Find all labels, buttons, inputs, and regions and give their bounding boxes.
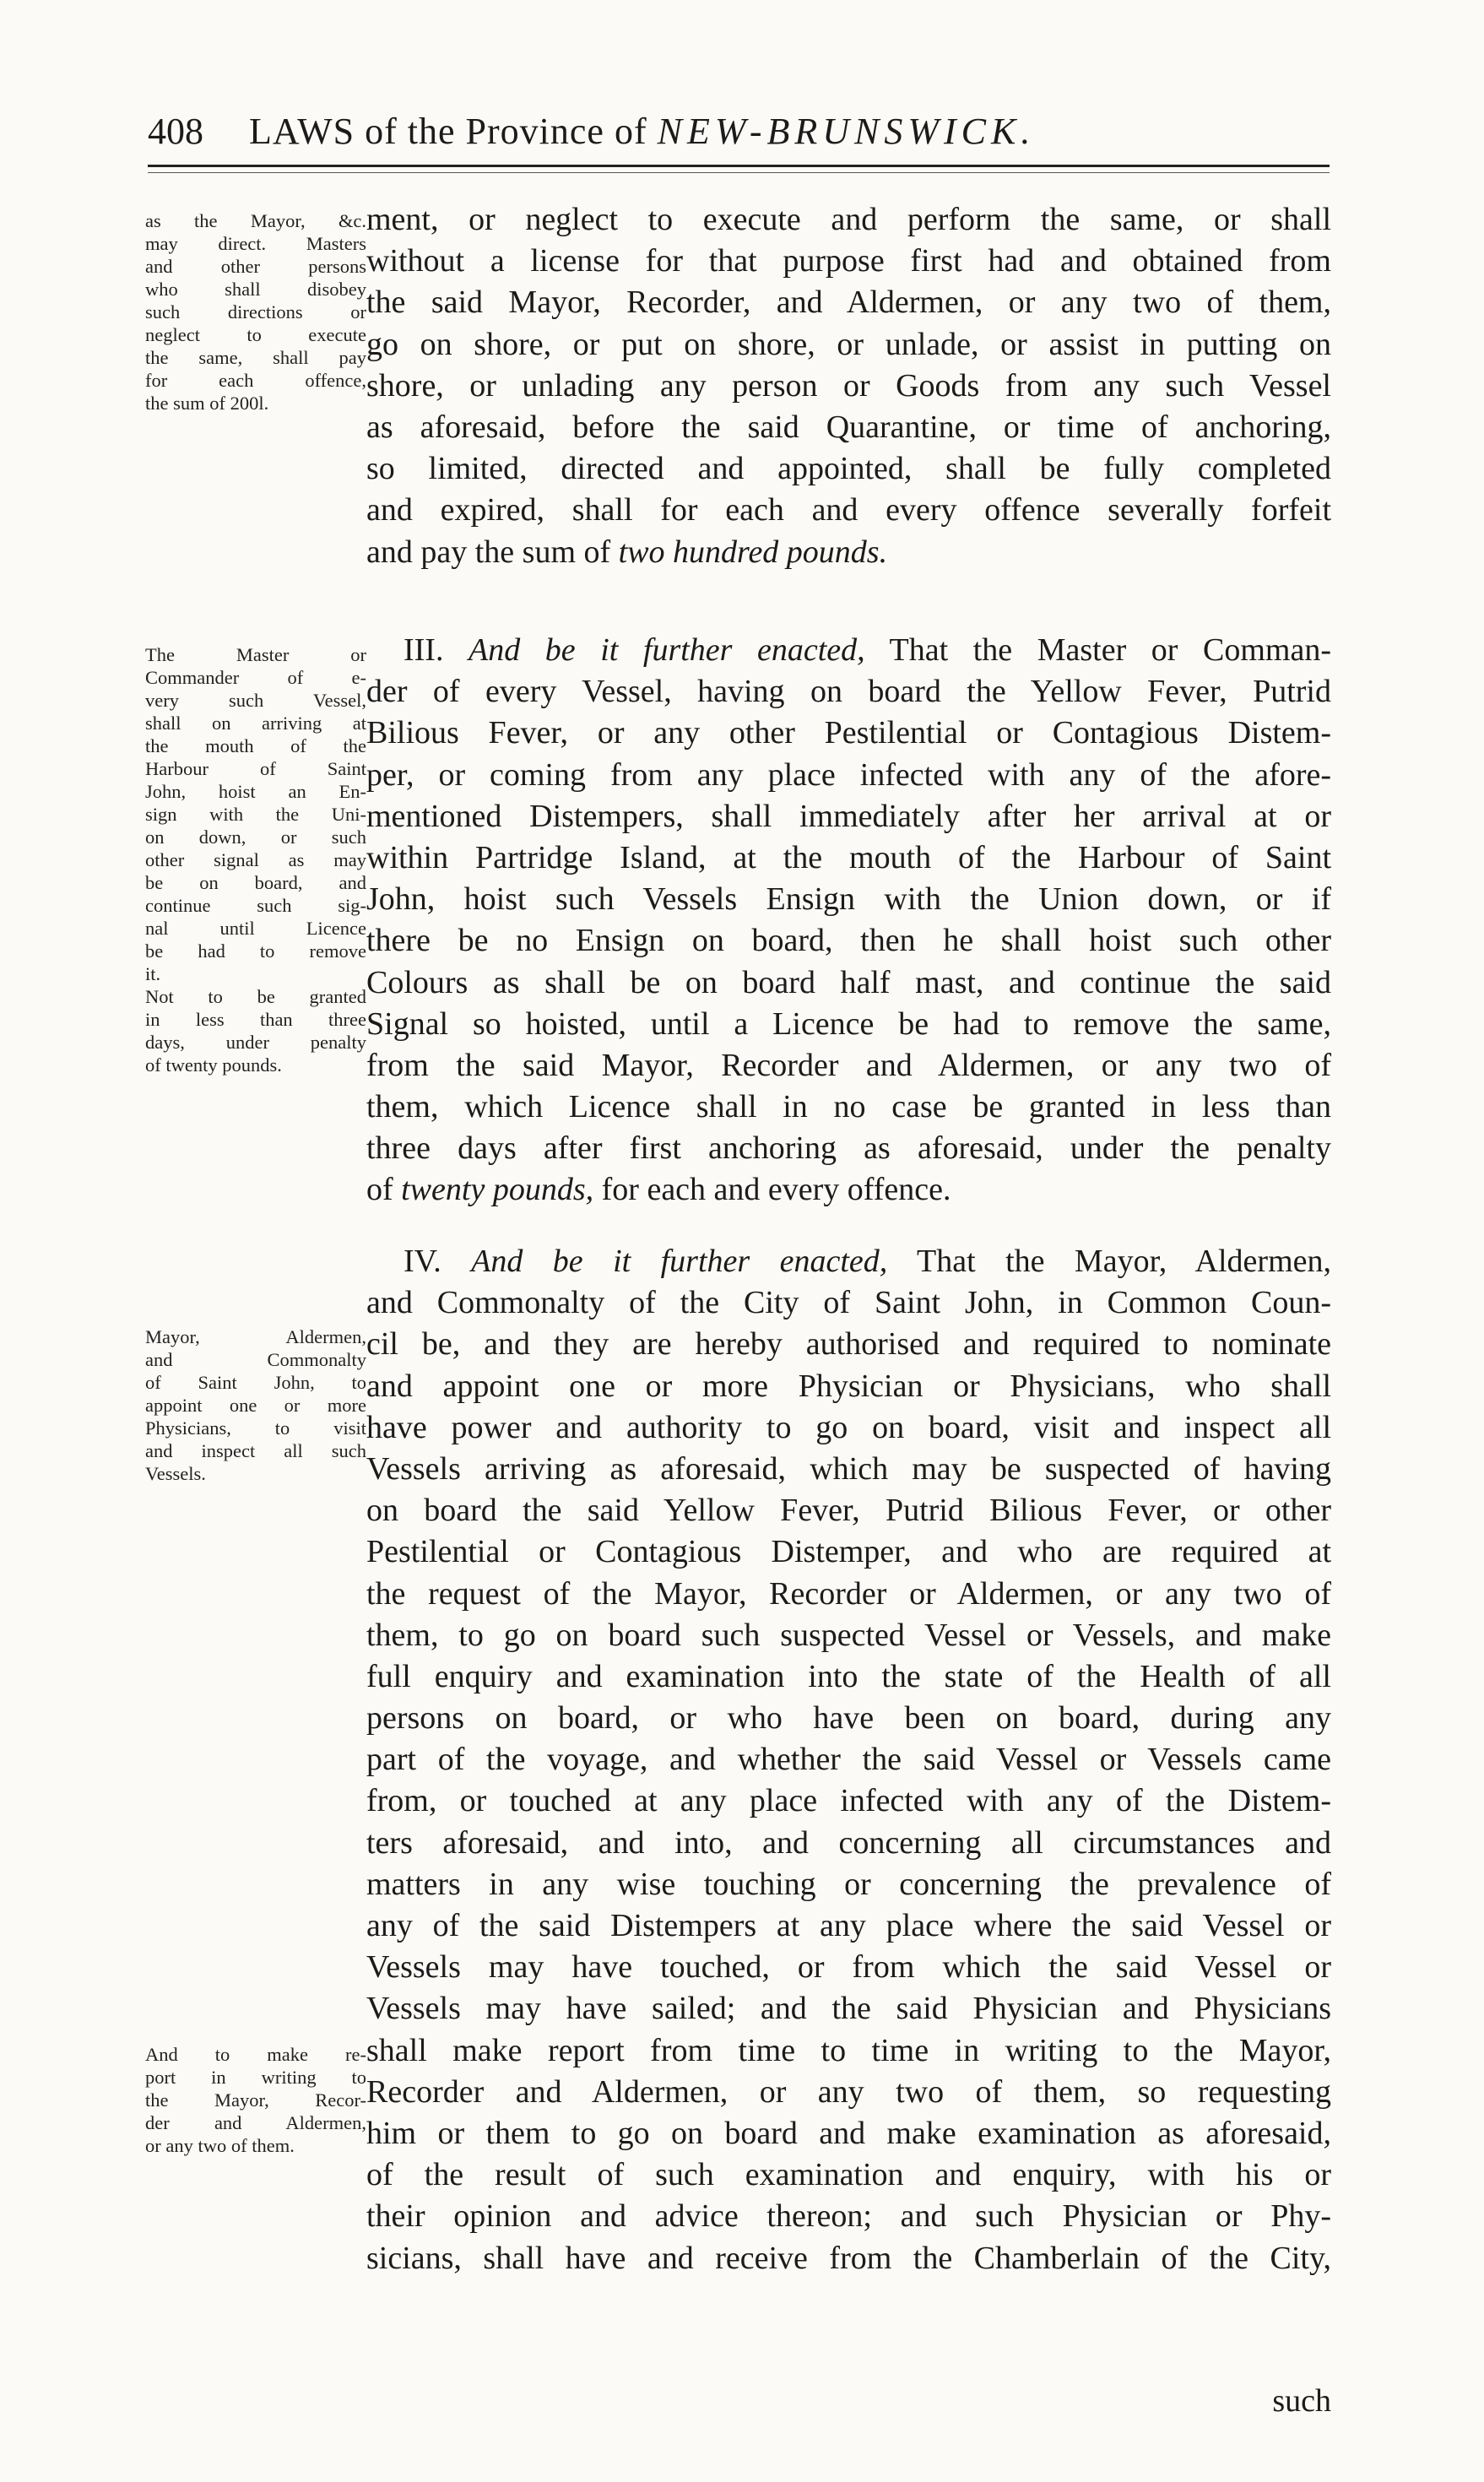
- margin-note-line: Physicians, to visit: [145, 1417, 366, 1439]
- margin-note-2: [145, 643, 366, 1076]
- text-line: part of the voyage, and whether the said Vessel or Vessels came: [366, 1742, 1331, 1778]
- margin-note-line: on down, or such: [145, 826, 366, 848]
- margin-note-line: may direct. Masters: [145, 233, 366, 254]
- margin-note-line: for each offence,: [145, 370, 366, 391]
- margin-note-line: port in writing to: [145, 2067, 366, 2088]
- text-line: go on shore, or put on shore, or unlade, or assist in putting on: [366, 326, 1331, 362]
- margin-note-line: John, hoist an En-: [145, 781, 366, 802]
- margin-note-line: Harbour of Saint: [145, 758, 366, 779]
- margin-note-line: the Mayor, Recor-: [145, 2089, 366, 2111]
- margin-note-line: Commander of e-: [145, 667, 366, 688]
- margin-note-line: the sum of 200l.: [145, 393, 269, 414]
- margin-note-line: Mayor, Aldermen,: [145, 1326, 366, 1347]
- text-line: Pestilential or Contagious Distemper, and who are required at: [366, 1534, 1331, 1570]
- margin-note-line: who shall disobey: [145, 279, 366, 300]
- margin-note-line: sign with the Uni-: [145, 804, 366, 825]
- text-line: der of every Vessel, having on board the Yellow Fever, Putrid: [366, 674, 1331, 710]
- text-span: for each and every offence.: [593, 1172, 951, 1208]
- enacting-clause: And be it further enacted,: [468, 632, 865, 668]
- margin-note-line: nal until Licence: [145, 918, 366, 939]
- margin-note-line: days, under penalty: [145, 1032, 366, 1053]
- margin-note-line: and other persons: [145, 256, 366, 277]
- text-line: cil be, and they are hereby authorised and required to nominate: [366, 1326, 1331, 1363]
- margin-note-line: of Saint John, to: [145, 1372, 366, 1393]
- text-line: their opinion and advice thereon; and such Physician or Phy-: [366, 2198, 1331, 2235]
- section-number: III.: [403, 632, 444, 668]
- text-line: any of the said Distempers at any place where the said Vessel or: [366, 1908, 1331, 1943]
- section-first-line: [366, 630, 1331, 671]
- enacting-clause: And be it further enacted,: [471, 1244, 888, 1279]
- text-line: as aforesaid, before the said Quarantine, or time of anchoring,: [366, 409, 1331, 445]
- margin-note-line: or any two of them.: [145, 2135, 295, 2156]
- text-span: That the Master or Comman-: [864, 632, 1331, 668]
- text-line: three days after first anchoring as aforesaid, under the penalty: [366, 1130, 1331, 1167]
- text-span: and pay the sum of: [366, 534, 619, 570]
- margin-note-line: other signal as may: [145, 849, 366, 870]
- page-number: 408: [148, 111, 203, 152]
- running-head-province: NEW-BRUNSWICK.: [657, 111, 1036, 152]
- text-line: and Commonalty of the City of Saint John, in Common Coun-: [366, 1285, 1331, 1321]
- text-line: on board the said Yellow Fever, Putrid Bilious Fever, or other: [366, 1493, 1331, 1529]
- header-rule: [148, 165, 1330, 173]
- catchword: such: [1272, 2383, 1331, 2419]
- text-line: the request of the Mayor, Recorder or Aldermen, or any two of: [366, 1575, 1331, 1612]
- text-line: full enquiry and examination into the state of the Health of all: [366, 1658, 1331, 1694]
- italic-amount: two hundred pounds.: [618, 534, 888, 570]
- text-line: per, or coming from any place infected with any of the afore-: [366, 756, 1331, 793]
- text-line: John, hoist such Vessels Ensign with the Union down, or if: [366, 881, 1331, 918]
- margin-note-line: Not to be granted: [145, 986, 366, 1007]
- margin-note-4: [145, 2043, 366, 2157]
- paragraph-continued: [366, 199, 1331, 573]
- section-number: IV.: [403, 1244, 441, 1279]
- margin-note-line: the same, shall pay: [145, 347, 366, 368]
- margin-note-line: of twenty pounds.: [145, 1054, 282, 1076]
- margin-note-line: der and Aldermen,: [145, 2112, 366, 2133]
- text-line: and expired, shall for each and every offence severally forfeit: [366, 492, 1331, 528]
- text-line: without a license for that purpose first had and obtained from: [366, 243, 1331, 279]
- text-line: persons on board, or who have been on board, during any: [366, 1700, 1331, 1737]
- text-line: Recorder and Aldermen, or any two of them, so requesting: [366, 2073, 1331, 2110]
- margin-note-line: shall on arriving at: [145, 713, 366, 734]
- running-head-prefix: LAWS of the Province of: [249, 111, 658, 152]
- text-line: Vessels may have touched, or from which the said Vessel or: [366, 1949, 1331, 1986]
- text-line: the said Mayor, Recorder, and Aldermen, or any two of them,: [366, 285, 1331, 321]
- margin-note-line: as the Mayor, &c.: [145, 210, 366, 231]
- text-line: mentioned Distempers, shall immediately after her arrival at or: [366, 798, 1331, 834]
- margin-note-3: [145, 1325, 366, 1485]
- margin-note-line: neglect to execute: [145, 324, 366, 345]
- text-line: from, or touched at any place infected with any of the Distem-: [366, 1783, 1331, 1819]
- text-line: shore, or unlading any person or Goods from any such Vessel: [366, 367, 1331, 404]
- margin-note-line: be had to remove: [145, 940, 366, 962]
- margin-note-line: it.: [145, 963, 161, 984]
- text-line: matters in any wise touching or concerning the prevalence of: [366, 1866, 1331, 1902]
- margin-note-line: and Commonalty: [145, 1349, 366, 1370]
- margin-note-line: in less than three: [145, 1009, 366, 1030]
- margin-note-line: such directions or: [145, 301, 366, 322]
- running-head: [249, 110, 1035, 153]
- margin-note-line: Vessels.: [145, 1463, 206, 1484]
- text-line: ment, or neglect to execute and perform the same, or shall: [366, 202, 1331, 237]
- text-line: him or them to go on board and make examination as aforesaid,: [366, 2115, 1331, 2151]
- text-line: sicians, shall have and receive from the Chamberlain of the City,: [366, 2240, 1331, 2276]
- text-line: and appoint one or more Physician or Physicians, who shall: [366, 1368, 1331, 1404]
- section-first-line: [366, 1241, 1331, 1282]
- section-iv: [366, 1241, 1331, 2279]
- section-iii: [366, 630, 1331, 1211]
- margin-note-line: continue such sig-: [145, 895, 366, 916]
- margin-note-line: very such Vessel,: [145, 690, 366, 711]
- text-line: there be no Ensign on board, then he shall hoist such other: [366, 923, 1331, 959]
- margin-note-line: be on board, and: [145, 872, 366, 893]
- margin-note-line: and inspect all such: [145, 1440, 366, 1461]
- text-line: shall make report from time to time in writing to the Mayor,: [366, 2032, 1331, 2068]
- text-span: That the Mayor, Aldermen,: [887, 1244, 1331, 1279]
- text-line: Bilious Fever, or any other Pestilential or Contagious Distem-: [366, 715, 1331, 751]
- margin-note-line: appoint one or more: [145, 1395, 366, 1416]
- text-line: them, which Licence shall in no case be granted in less than: [366, 1089, 1331, 1125]
- page-header: [148, 110, 1330, 160]
- text-line: Signal so hoisted, until a Licence be had to remove the same,: [366, 1005, 1331, 1042]
- margin-note-1: [145, 209, 366, 415]
- text-line: them, to go on board such suspected Vessel or Vessels, and make: [366, 1617, 1331, 1653]
- italic-amount: twenty pounds,: [401, 1172, 594, 1208]
- margin-note-line: the mouth of the: [145, 735, 366, 756]
- text-line: Colours as shall be on board half mast, and continue the said: [366, 964, 1331, 1000]
- text-line: [366, 1169, 1331, 1211]
- margin-note-line: The Master or: [145, 644, 366, 665]
- text-line: within Partridge Island, at the mouth of the Harbour of Saint: [366, 839, 1331, 875]
- text-line: of the result of such examination and enquiry, with his or: [366, 2157, 1331, 2193]
- text-line: have power and authority to go on board, visit and inspect all: [366, 1409, 1331, 1445]
- text-line: Vessels arriving as aforesaid, which may be suspected of having: [366, 1450, 1331, 1487]
- text-line: from the said Mayor, Recorder and Aldermen, or any two of: [366, 1047, 1331, 1083]
- margin-note-line: And to make re-: [145, 2044, 366, 2065]
- text-line: [366, 532, 1331, 573]
- text-span: of: [366, 1172, 402, 1208]
- text-line: so limited, directed and appointed, shall be fully completed: [366, 451, 1331, 487]
- text-line: Vessels may have sailed; and the said Physician and Physicians: [366, 1991, 1331, 2027]
- text-line: ters aforesaid, and into, and concerning all circumstances and: [366, 1824, 1331, 1861]
